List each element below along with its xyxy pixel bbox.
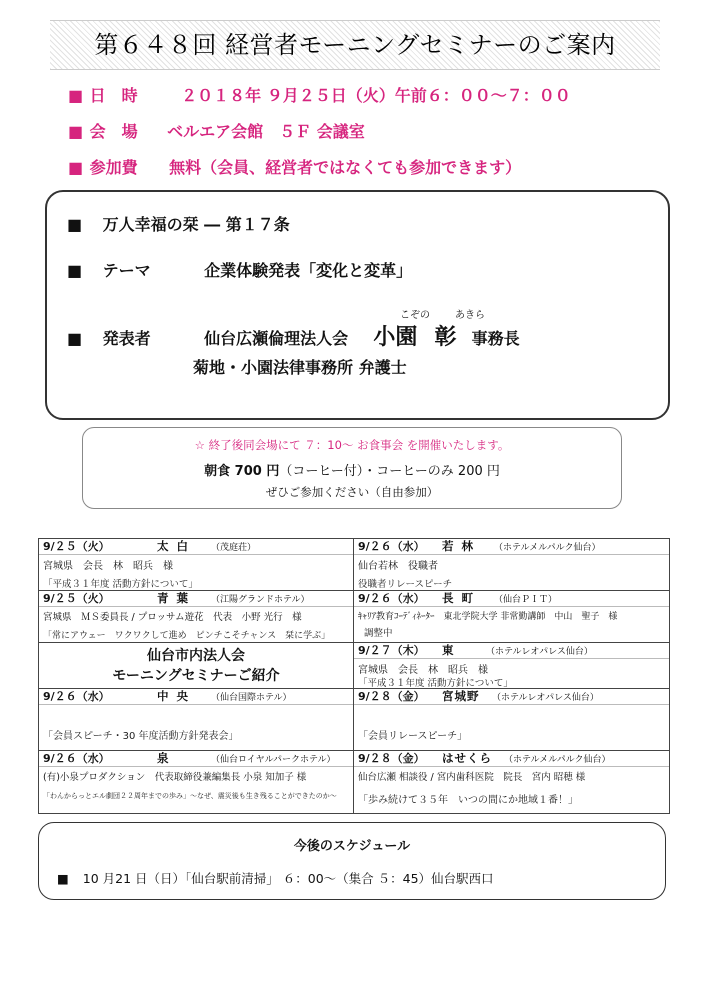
schedule-cell-hasekura — [354, 751, 669, 813]
cell-venue: （仙台国際ホテル） — [211, 693, 292, 703]
cell-name: 青 葉 — [157, 591, 191, 605]
breakfast-price: 朝食 700 円 — [204, 464, 280, 479]
schedule-cell-aoba — [39, 591, 354, 643]
cell-name: 長 町 — [442, 591, 476, 605]
cell-date: 9/２８（金） — [358, 752, 425, 765]
schedule-cell-izumi — [39, 751, 354, 813]
cell-name: 太 白 — [157, 539, 191, 553]
cell-header — [39, 751, 353, 767]
cell-name: はせくら — [442, 751, 492, 765]
cell-venue: （ホテルメルパルク仙台） — [494, 543, 601, 553]
cell-header — [354, 643, 669, 659]
intro-heading — [39, 643, 354, 689]
main-line-speaker — [67, 320, 520, 351]
speaker-org: 仙台広瀬倫理法人会 — [204, 329, 349, 348]
intro-line-1: 仙台市内法人会 — [147, 648, 245, 664]
cell-date: 9/２５（火） — [43, 592, 110, 605]
bullet-icon: ■ — [68, 86, 84, 105]
seminar-schedule-table — [38, 538, 670, 814]
cell-date: 9/２７（木） — [358, 644, 425, 657]
future-schedule-box — [38, 822, 666, 900]
cell-name: 東 — [442, 643, 456, 657]
bullet-icon: ■ — [67, 215, 83, 234]
cell-header — [354, 539, 669, 555]
bullet-icon: ■ — [67, 329, 83, 348]
speaker-surname: 小園 — [373, 325, 418, 350]
notice-line-3: ぜひご参加ください（自由参加） — [265, 485, 439, 499]
cell-name: 宮城野 — [442, 689, 480, 703]
future-item-text: 10 月21 日（日）「仙台駅前清掃」 ６：00～（集合 ５：45）仙台駅西口 — [82, 871, 494, 886]
cell-venue: （ホテルメルパルク仙台） — [504, 755, 611, 765]
bullet-icon: ■ — [67, 261, 83, 280]
cell-speaker: 宮城県 ＭＳ委員長 / プロッサム遊花 代表 小野 光行 様 — [43, 612, 302, 623]
cell-topic: 「平成３１年度 活動方針について」 — [43, 579, 198, 590]
info-value: ベルエア会館 ５Ｆ 会議室 — [167, 122, 365, 141]
schedule-cell-higashi — [354, 643, 669, 689]
schedule-cell-nagamachi — [354, 591, 669, 643]
cell-date: 9/２６（水） — [43, 752, 110, 765]
bullet-icon: ■ — [68, 122, 84, 141]
schedule-cell-miyagino — [354, 689, 669, 751]
page-title: 第６４８回 経営者モーニングセミナーのご案内 — [94, 31, 616, 59]
cell-topic: 「わんからっとエル劇団２２周年までの歩み」～なぜ、震災後も生き残ることができたのか～ — [43, 792, 337, 800]
info-label: 会 場 — [89, 122, 138, 141]
cell-header — [354, 751, 669, 767]
ruby-surname: こぞの — [400, 310, 430, 321]
cell-speaker: 宮城県 会長 林 昭兵 様 — [43, 561, 173, 572]
future-schedule-title: 今後のスケジュール — [293, 839, 411, 854]
main-line-article — [67, 212, 290, 235]
theme-text: 企業体験発表「変化と変革」 — [204, 261, 413, 280]
bullet-icon: ■ — [57, 871, 69, 886]
dinner-notice-box — [82, 427, 622, 509]
cell-topic: 役職者リレースピーチ — [358, 579, 453, 590]
info-label: 参加費 — [89, 158, 138, 177]
cell-name: 中 央 — [157, 689, 191, 703]
cell-speaker: 仙台若林 役職者 — [358, 561, 438, 572]
cell-speaker: ｷｬﾘｱ教育ｺｰﾃﾞｨﾈｰﾀｰ 東北学院大学 非常勤講師 中山 聖子 様 — [358, 612, 618, 622]
main-info-box — [45, 190, 670, 420]
cell-header — [39, 539, 353, 555]
cell-venue: （仙台ロイヤルパークホテル） — [211, 755, 336, 765]
schedule-cell-taihaku — [39, 539, 354, 591]
info-value: 無料（会員、経営者ではなくても参加できます） — [169, 158, 522, 177]
schedule-cell-chuo — [39, 689, 354, 751]
cell-venue: （茂庭荘） — [211, 543, 257, 553]
cell-date: 9/２５（火） — [43, 540, 110, 553]
cell-header — [354, 689, 669, 705]
cell-topic: 「会員スピーチ・30 年度活動方針発表会」 — [43, 731, 239, 742]
cell-topic: 「歩み続けて３５年 いつの間にか地域１番！」 — [358, 795, 578, 806]
intro-line-2: モーニングセミナーご紹介 — [112, 668, 280, 684]
speaker-given-name: 彰 — [434, 325, 457, 350]
cell-name: 若 林 — [442, 539, 476, 553]
ruby-given-name: あきら — [455, 310, 485, 321]
cell-header — [354, 591, 669, 607]
cell-speaker: 宮城県 会長 林 昭兵 様 — [358, 665, 488, 676]
info-fee — [68, 155, 521, 178]
info-venue — [68, 119, 365, 142]
speaker-role: 事務長 — [471, 329, 520, 348]
schedule-cell-wakabayashi — [354, 539, 669, 591]
info-value: ２０１８年 ９月２５日（火）午前６：００～７：００ — [181, 86, 571, 105]
info-label: 日 時 — [89, 86, 138, 105]
article-text: 万人幸福の栞 ― 第１７条 — [102, 215, 290, 234]
info-datetime — [68, 83, 571, 106]
cell-speaker: 仙台広瀬 相談役 / 宮内歯科医院 院長 宮内 昭穂 様 — [358, 772, 586, 783]
cell-name: 泉 — [157, 751, 171, 765]
notice-line-1: ☆ 終了後同会場にて ７：10～ お食事会 を開催いたします。 — [194, 438, 510, 452]
notice-line-2 — [83, 460, 621, 479]
bullet-icon: ■ — [68, 158, 84, 177]
cell-date: 9/２６（水） — [358, 592, 425, 605]
main-line-theme — [67, 258, 412, 281]
cell-venue: （仙台ＰＩＴ） — [494, 595, 558, 605]
cell-header — [39, 689, 353, 705]
cell-topic: 調整中 — [364, 628, 393, 639]
cell-date: 9/２６（水） — [43, 690, 110, 703]
cell-venue: （江陽グランドホテル） — [211, 595, 310, 605]
cell-topic: 「平成３１年度 活動方針について」 — [358, 678, 513, 689]
cell-topic: 「会員リレースピーチ」 — [358, 731, 468, 742]
cell-header — [39, 591, 353, 607]
cell-date: 9/２６（水） — [358, 540, 425, 553]
title-banner — [50, 20, 660, 70]
cell-date: 9/２８（金） — [358, 690, 425, 703]
coffee-price: （コーヒー付）・コーヒーのみ 200 円 — [279, 464, 500, 479]
cell-venue: （ホテルレオパレス仙台） — [486, 647, 593, 657]
speaker-label: 発表者 — [102, 329, 151, 348]
cell-speaker: (有)小泉プロダクション 代表取締役兼編集長 小泉 知加子 様 — [43, 772, 307, 783]
theme-label: テーマ — [102, 261, 151, 280]
cell-venue: （ホテルレオパレス仙台） — [492, 693, 599, 703]
cell-topic: 「常にアウェー ワクワクして進め ピンチこそチャンス 栞に学ぶ」 — [43, 631, 331, 641]
future-schedule-item — [57, 869, 494, 887]
speaker-affiliation: 菊地・小園法律事務所 弁護士 — [193, 358, 407, 377]
